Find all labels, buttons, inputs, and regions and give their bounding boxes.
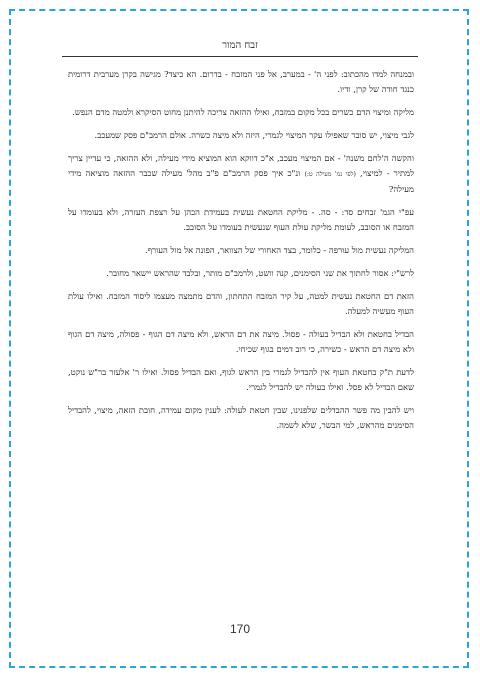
document-body (68, 67, 414, 441)
paragraph (68, 151, 414, 197)
page-number: 170 (229, 622, 251, 636)
paragraph: המליקה נעשית מול עורפה - כלומר, בצד האחורי של הצוואר, הפונה אל מול העורף. (145, 245, 414, 255)
header-divider (62, 56, 418, 57)
paragraph: הזאת דם החטאת נעשית למטה, על קיר המזבח התחתון, והדם מתמצה מעצמו ליסוד המזבח. ואילו עולת העוף מעשיה למעלה. (68, 291, 414, 316)
paragraph: לדעת ת"ק בחטאת העוף אין להבדיל לגמרי בין הראש לגוף, ואם הבדיל פסול. ואילו ר' אלעזר בר"ש נוקט, שאם הבדיל לא פסל. ואילו בעולה יש להבדיל לגמרי. (68, 367, 414, 392)
running-header-title: זבח המור (222, 40, 258, 51)
inline-citation: (לפי נמ' מעילה ט:) (304, 171, 356, 178)
paragraph: לרש"י: אסור לחתוך את שני הסימנים, קנה וושט, ולרמב"ם מותר, ובלבד שהראש יישאר מחובר. (106, 268, 414, 278)
paragraph-text: והקשה ה'לחם משנה' - אם המיצוי מעכב, א"כ דווקא הוא המוציא מידי מעילה, ולא ההזאה, כי עדיין צריך למתיר - למיצוי, (68, 153, 414, 178)
paragraph: מליקה ומיצוי הדם כשרים בכל מקום במזבח, ואילו ההזאה צריכה להיתנן מחוט הסיקרא ולמטה מדם הנפש. (72, 107, 414, 117)
paragraph-text: ונ"כ איך פסק הרמב"ם פ"ב מהל' מעילה שכבר ההזאה מוציאה מידי מעילה? (68, 168, 414, 194)
paragraph: הבדיל בחטאת ולא הבדיל בעולה - פסול. מיצה את דם הראש, ולא מיצה דם הגוף - פסולה, מיצה דם הגוף ולא מיצה דם הראש - כשירה, כי רוב דמים בגוף שכיחי. (68, 329, 414, 354)
paragraph: לגבי מיצוי, יש סובר שאפילו עקר המיצוי לגמרי, היזה ולא מיצה כשרה. אולם הרמב"ם פסק שמעכב. (94, 130, 414, 140)
paragraph: עפ"י הגמ' זבחים סד: - סה. - מליקת החטאת נעשית בעמידת הכהן על רצפת העזרה, ולא בעומדו על המזבח או הסובב, לעומת מליקת עולת העוף שנעשית בעומדו על הסובב. (68, 207, 414, 232)
paragraph: ויש להבין מה פשר ההבדלים שלפנינו, שבין חטאת לעולה: לענין מקום עמידה, חובת הזאה, מיצוי, להבדיל הסימנים מהראש, למי הבשר, שלא לשמה. (68, 405, 414, 430)
paragraph: ובמנחה למדו מהכתוב: לפני ה' - במערב, אל פני המזבח - בדרום. הא כיצד? מגישה בקרן מערבית דרומית כנגד חודה של קרן, ודיו. (68, 69, 414, 94)
